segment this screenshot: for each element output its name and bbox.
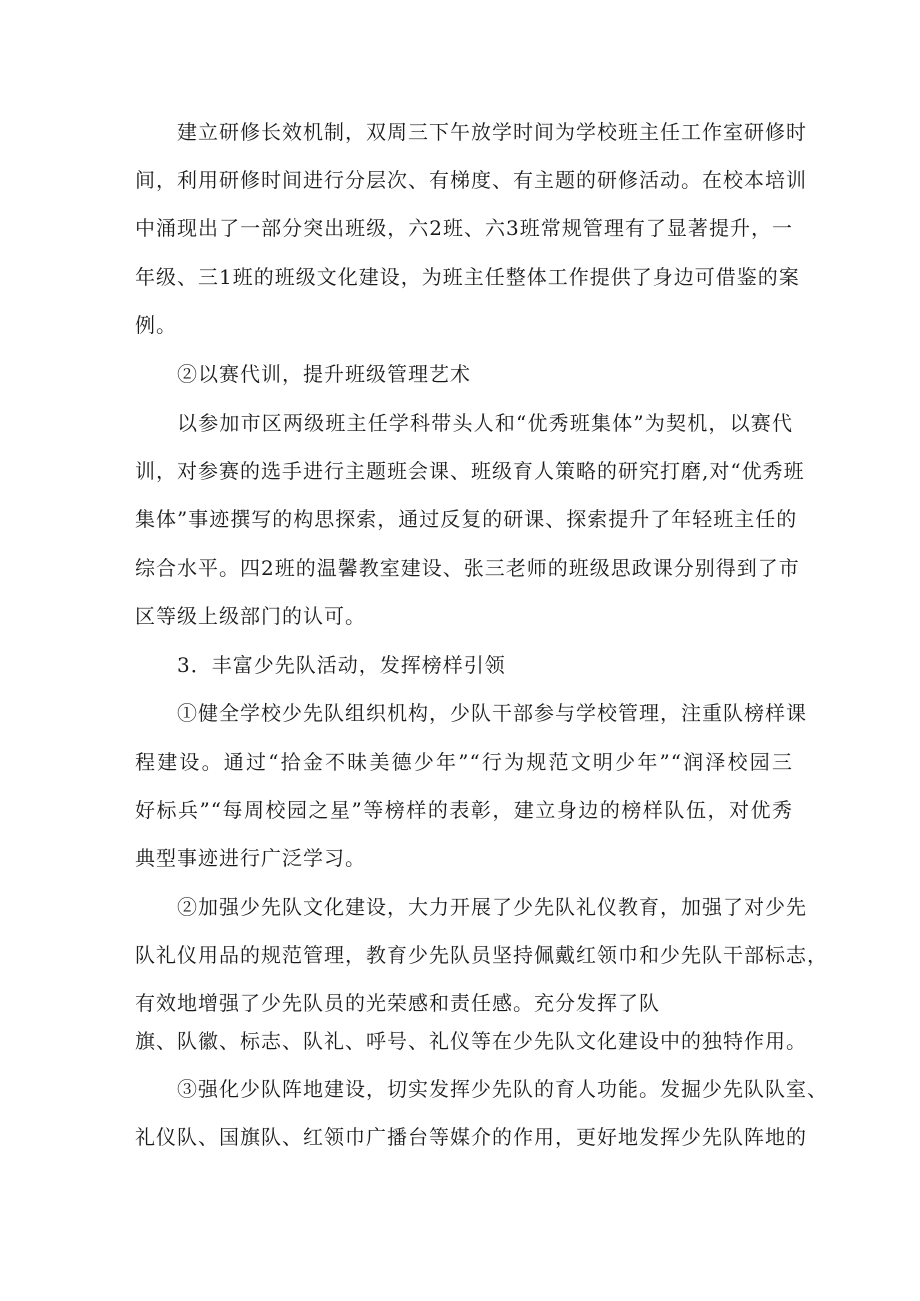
paragraph-3-line-2: 训，对参赛的选手进行主题班会课、班级育人策略的研究打磨,对“优秀班 bbox=[135, 459, 805, 483]
paragraph-1-line-1: 建立研修长效机制，双周三下午放学时间为学校班主任工作室研修时 bbox=[177, 120, 807, 144]
paragraph-3-line-5: 区等级上级部门的认可。 bbox=[135, 604, 366, 628]
paragraph-6-line-2: 队礼仪用品的规范管理，教育少先队员坚持佩戴红领巾和少先队干部标志， bbox=[135, 943, 828, 967]
section-heading-competition: ②以赛代训，提升班级管理艺术 bbox=[177, 362, 471, 386]
paragraph-3-line-4: 综合水平。四2班的温馨教室建设、张三老师的班级思政课分别得到了市 bbox=[135, 556, 800, 580]
paragraph-5-line-3: 好标兵”“每周校园之星”等榜样的表彰，建立身边的榜样队伍，对优秀 bbox=[135, 798, 793, 822]
section-heading-young-pioneers: 3．丰富少先队活动，发挥榜样引领 bbox=[177, 653, 506, 677]
paragraph-1-line-5: 例。 bbox=[135, 313, 177, 337]
paragraph-5-line-4: 典型事迹进行广泛学习。 bbox=[135, 846, 366, 870]
paragraph-5-line-2: 程建设。通过“拾金不昧美德少年”“行为规范文明少年”“润泽校园三 bbox=[135, 750, 793, 774]
paragraph-1-line-4: 年级、三1班的班级文化建设，为班主任整体工作提供了身边可借鉴的案 bbox=[135, 265, 800, 289]
paragraph-6-line-1: ②加强少先队文化建设，大力开展了少先队礼仪教育，加强了对少先 bbox=[177, 895, 807, 919]
paragraph-6-line-3: 有效地增强了少先队员的光荣感和责任感。充分发挥了队 bbox=[135, 991, 660, 1015]
paragraph-3-line-1: 以参加市区两级班主任学科带头人和“优秀班集体”为契机，以赛代 bbox=[177, 411, 793, 435]
paragraph-1-line-3: 中涌现出了一部分突出班级，六2班、六3班常规管理有了显著提升，一 bbox=[135, 216, 793, 240]
paragraph-7-line-1: ③强化少队阵地建设，切实发挥少先队的育人功能。发掘少先队队室、 bbox=[177, 1077, 828, 1101]
paragraph-7-line-2: 礼仪队、国旗队、红领巾广播台等媒介的作用，更好地发挥少先队阵地的 bbox=[135, 1125, 807, 1149]
paragraph-5-line-1: ①健全学校少先队组织机构，少队干部参与学校管理，注重队榜样课 bbox=[177, 701, 807, 725]
paragraph-6-line-4: 旗、队徽、标志、队礼、呼号、礼仪等在少先队文化建设中的独特作用。 bbox=[135, 1029, 807, 1053]
paragraph-1-line-2: 间，利用研修时间进行分层次、有梯度、有主题的研修活动。在校本培训 bbox=[135, 168, 807, 192]
paragraph-3-line-3: 集体”事迹撰写的构思探索，通过反复的研课、探索提升了年轻班主任的 bbox=[135, 507, 798, 531]
